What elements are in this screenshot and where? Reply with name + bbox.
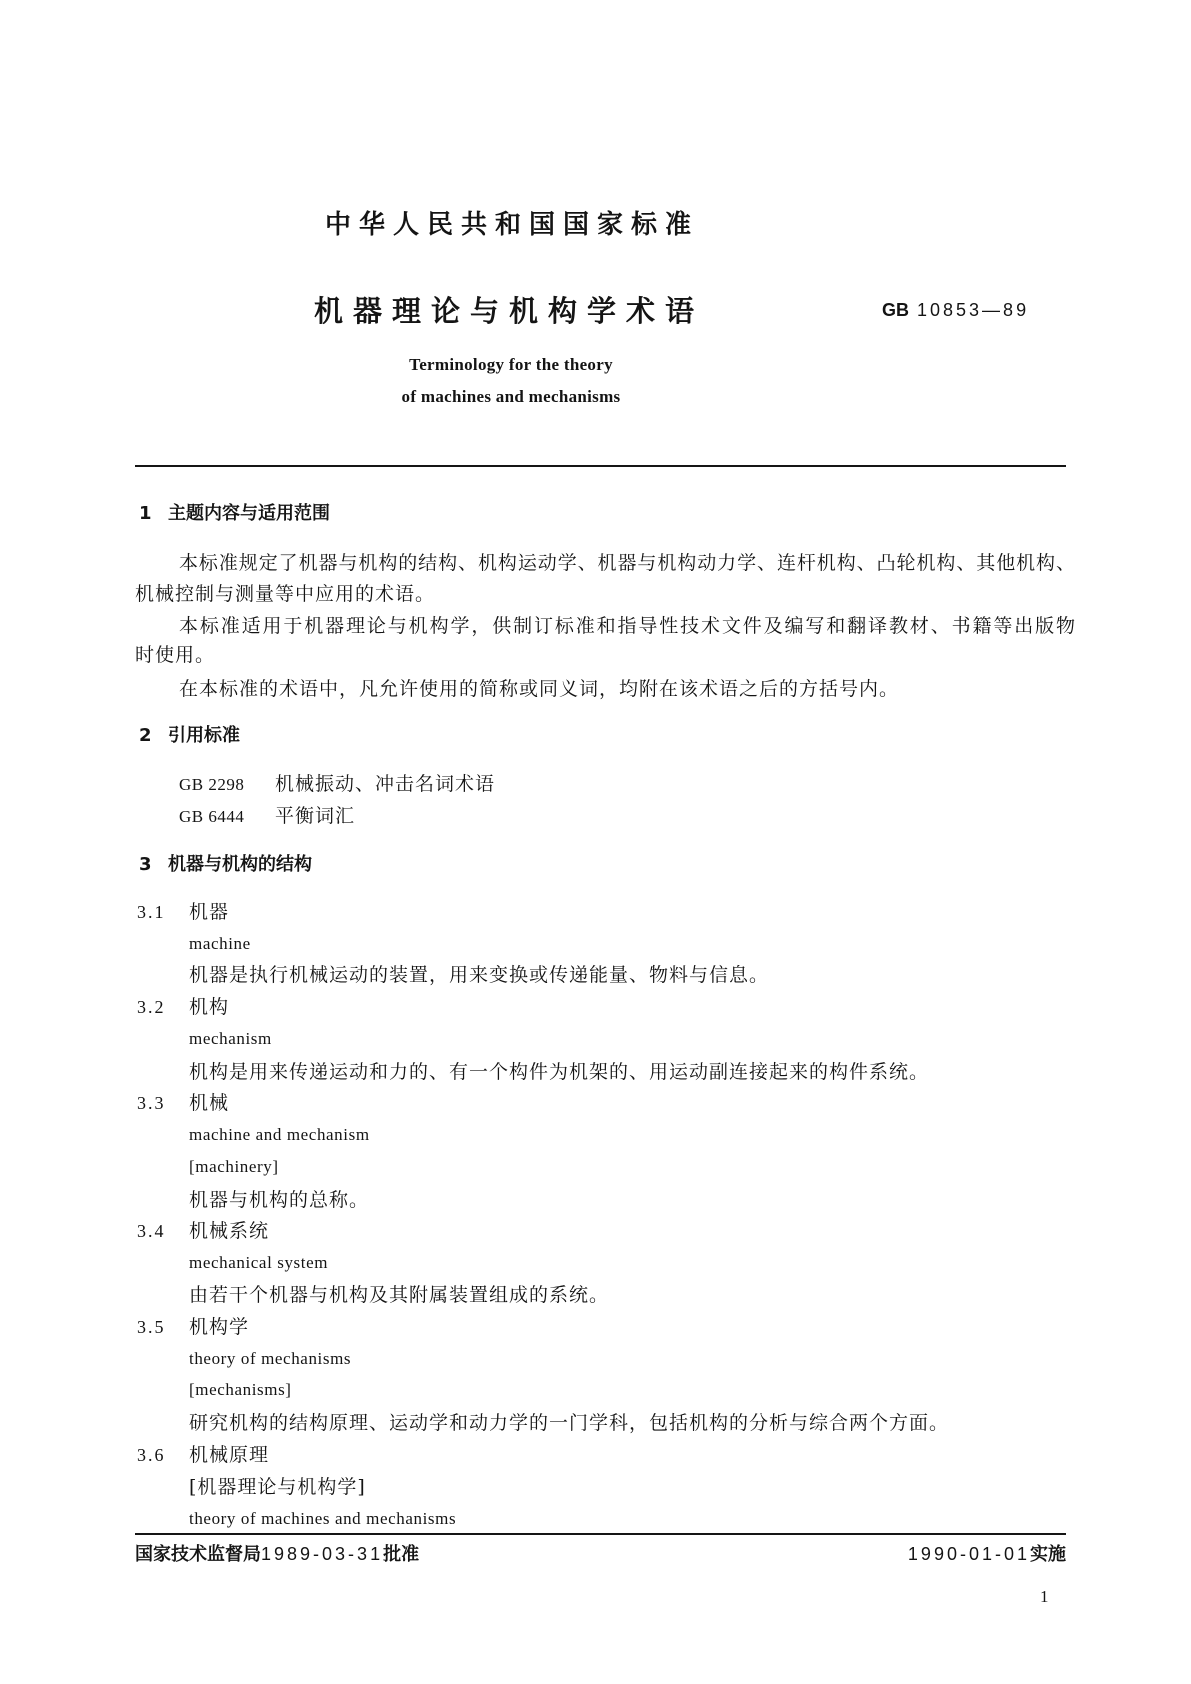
reference-title: 平衡词汇 xyxy=(275,805,356,827)
approval-line xyxy=(135,1541,419,1568)
reference-item xyxy=(179,803,355,830)
standard-prefix: GB xyxy=(882,300,909,320)
term-english: machine xyxy=(189,934,251,953)
section-number: 1 xyxy=(139,503,152,524)
document-title-en-line1: Terminology for the theory xyxy=(409,355,613,374)
section-number: 2 xyxy=(139,725,152,746)
effective-action: 实施 xyxy=(1030,1544,1066,1565)
paragraph-line: 在本标准的术语中，凡允许使用的简称或同义词，均附在该术语之后的方括号内。 xyxy=(179,678,900,700)
term-english: mechanical system xyxy=(189,1253,329,1272)
term-definition: 机构是用来传递运动和力的、有一个构件为机架的、用运动副连接起来的构件系统。 xyxy=(189,1061,930,1083)
section-heading xyxy=(139,723,240,749)
page-number: 1 xyxy=(1040,1587,1049,1606)
approval-date: 1989-03-31 xyxy=(261,1544,384,1564)
paragraph-line: 本标准规定了机器与机构的结构、机构运动学、机器与机构动力学、连杆机构、凸轮机构、其他机构、 xyxy=(179,552,1075,574)
term-definition: 由若干个机器与机构及其附属装置组成的系统。 xyxy=(189,1284,610,1306)
term-name: 机械 xyxy=(189,1092,230,1114)
term-english: theory of machines and mechanisms xyxy=(189,1509,457,1528)
paragraph-line: 时使用。 xyxy=(135,644,216,666)
term-english: theory of mechanisms xyxy=(189,1349,352,1368)
term-name: 机械系统 xyxy=(189,1220,270,1242)
header-rule xyxy=(135,465,1066,467)
term-heading xyxy=(137,1218,269,1244)
term-synonym: [machinery] xyxy=(189,1157,279,1176)
term-synonym: [机器理论与机构学] xyxy=(189,1476,366,1498)
term-definition: 研究机构的结构原理、运动学和动力学的一门学科，包括机构的分析与综合两个方面。 xyxy=(189,1412,950,1434)
approval-action: 批准 xyxy=(383,1544,420,1565)
term-english: mechanism xyxy=(189,1029,272,1048)
term-name: 机构学 xyxy=(189,1316,250,1338)
document-title-en-line2: of machines and mechanisms xyxy=(401,387,621,406)
section-number: 3 xyxy=(139,854,152,875)
reference-item xyxy=(179,771,495,798)
section-title: 机器与机构的结构 xyxy=(168,854,312,875)
section-title: 引用标准 xyxy=(168,725,240,746)
term-heading xyxy=(137,1090,229,1116)
effective-date: 1990-01-01 xyxy=(907,1544,1030,1564)
reference-code: GB 2298 xyxy=(179,775,245,794)
term-number: 3.3 xyxy=(137,1093,166,1113)
footer-rule xyxy=(135,1533,1066,1535)
section-heading xyxy=(139,852,312,878)
term-number: 3.6 xyxy=(137,1445,166,1465)
term-heading xyxy=(137,1442,269,1468)
term-number: 3.1 xyxy=(137,902,166,922)
term-heading xyxy=(137,994,229,1020)
country-standard-heading: 中华人民共和国国家标准 xyxy=(325,210,700,240)
term-heading xyxy=(137,1314,249,1340)
term-name: 机器 xyxy=(189,901,230,923)
effective-line xyxy=(908,1541,1066,1568)
standard-code: 10853—89 xyxy=(917,300,1030,320)
term-name: 机械原理 xyxy=(189,1444,270,1466)
term-number: 3.4 xyxy=(137,1221,166,1241)
paragraph-line: 本标准适用于机器理论与机构学，供制订标准和指导性技术文件及编写和翻译教材、书籍等出版物 xyxy=(179,615,1075,637)
term-english: machine and mechanism xyxy=(189,1125,370,1144)
term-synonym: [mechanisms] xyxy=(189,1380,292,1399)
term-definition: 机器与机构的总称。 xyxy=(189,1189,370,1211)
paragraph-line: 机械控制与测量等中应用的术语。 xyxy=(135,583,436,605)
term-number: 3.5 xyxy=(137,1317,166,1337)
term-number: 3.2 xyxy=(137,997,166,1017)
document-title-cn: 机器理论与机构学术语 xyxy=(314,294,705,328)
term-definition: 机器是执行机械运动的装置，用来变换或传递能量、物料与信息。 xyxy=(189,964,770,986)
section-heading xyxy=(139,501,330,527)
approval-org: 国家技术监督局 xyxy=(135,1544,261,1565)
standard-number xyxy=(882,297,1029,323)
reference-title: 机械振动、冲击名词术语 xyxy=(275,773,496,795)
term-heading xyxy=(137,899,229,925)
reference-code: GB 6444 xyxy=(179,807,245,826)
term-name: 机构 xyxy=(189,996,230,1018)
section-title: 主题内容与适用范围 xyxy=(168,503,330,524)
